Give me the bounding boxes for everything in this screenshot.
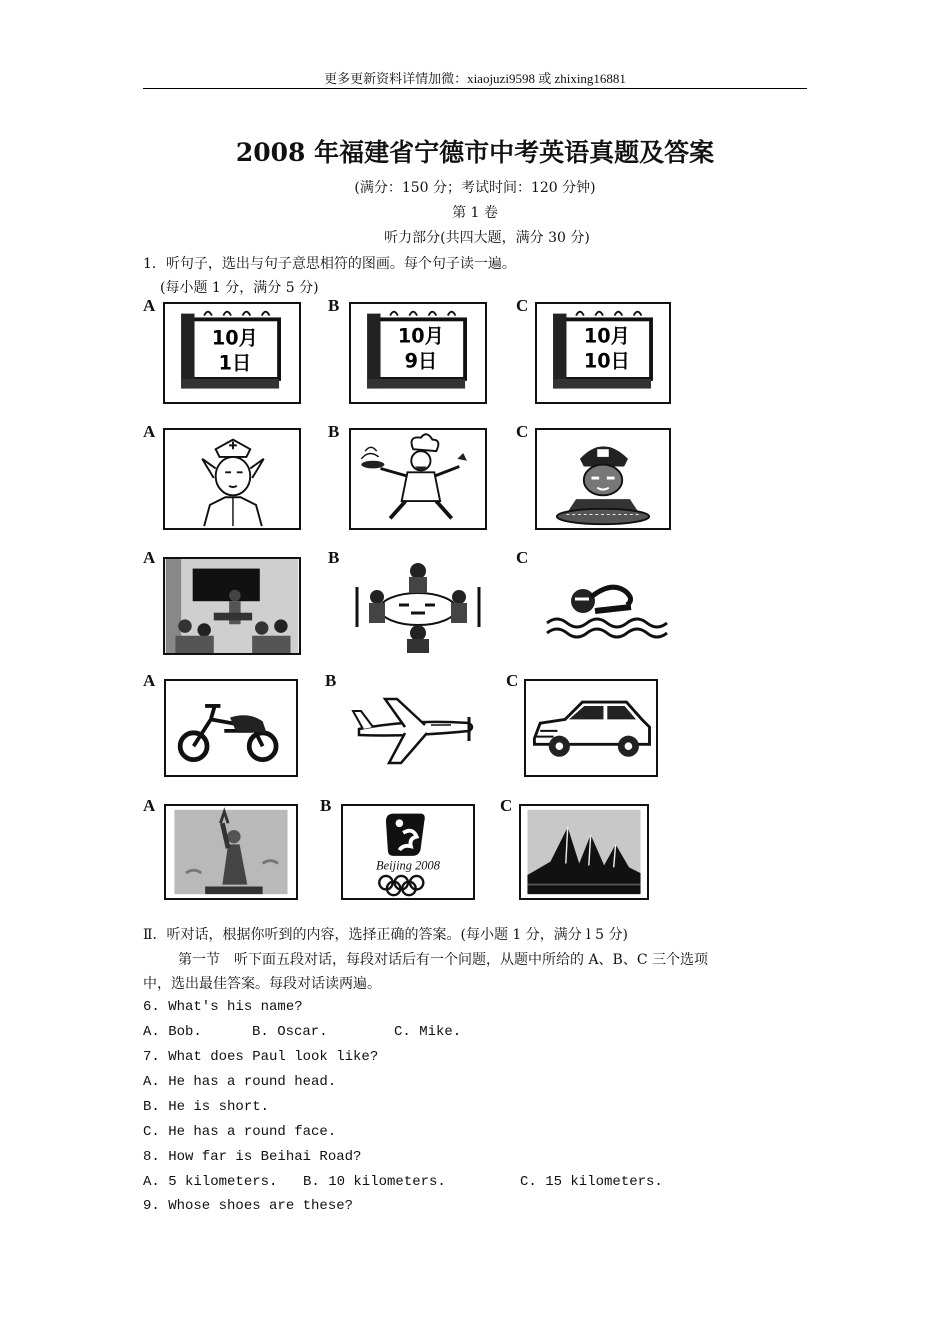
calendar-icon (351, 304, 485, 402)
calendar-day-a: 1日 (218, 351, 252, 375)
listening-header: 听力部分(共四大题，满分 30 分) (384, 230, 590, 246)
question-6: 6. What's his name? (143, 999, 303, 1015)
option-label-c: C (506, 671, 519, 690)
sydney-opera-house-picture (519, 804, 649, 900)
dinner-icon (349, 557, 487, 655)
police-icon (537, 430, 669, 528)
header-note: 更多更新资料详情加微：xiaojuzi9598 或 zhixing16881 (324, 71, 626, 86)
q8-option-c: C. 15 kilometers. (520, 1174, 663, 1190)
calendar-picture-a (163, 302, 301, 404)
nurse-icon (165, 430, 299, 528)
volume-label: 第 1 卷 (452, 205, 498, 221)
car-icon (526, 681, 656, 775)
section1-line1: 第一节 听下面五段对话，每段对话后有一个问题，从题中所给的 A、B、C 三个选项 (178, 952, 709, 968)
classroom-icon (165, 559, 299, 653)
option-label-c: C (516, 296, 529, 315)
calendar-icon (537, 304, 669, 402)
cook-picture (349, 428, 487, 530)
q7-option-b: B. He is short. (143, 1099, 270, 1115)
plane-picture (345, 679, 481, 777)
calendar-picture-b (349, 302, 487, 404)
option-label-a: A (143, 296, 156, 315)
question-9: 9. Whose shoes are these? (143, 1198, 354, 1214)
part2-instruction: Ⅱ．听对话，根据你听到的内容，选择正确的答案。(每小题 1 分，满分 l 5 分) (143, 927, 628, 943)
option-label-b: B (328, 422, 340, 441)
plane-icon (345, 679, 481, 777)
option-label-c: C (500, 796, 513, 815)
olympic-logo-icon (343, 806, 473, 898)
option-label-b: B (320, 796, 332, 815)
olympic-logo-text: Beijing 2008 (376, 858, 440, 873)
option-label-a: A (143, 548, 156, 567)
calendar-picture-c (535, 302, 671, 404)
option-label-a: A (143, 671, 156, 690)
police-picture (535, 428, 671, 530)
option-label-b: B (328, 548, 340, 567)
statue-of-liberty-icon (166, 806, 296, 898)
exam-info: (满分：150 分；考试时间：120 分钟) (354, 180, 596, 196)
q8-option-b: B. 10 kilometers. (303, 1174, 446, 1190)
car-picture (524, 679, 658, 777)
calendar-day-c: 10日 (583, 349, 630, 373)
calendar-month-a: 10月 (211, 326, 258, 350)
q6-option-a: A. Bob. (143, 1024, 202, 1040)
opera-house-icon (521, 806, 647, 898)
q7-option-a: A. He has a round head. (143, 1074, 337, 1090)
motorbike-icon (166, 681, 296, 775)
header-rule (143, 88, 807, 89)
question-8: 8. How far is Beihai Road? (143, 1149, 362, 1165)
calendar-icon (165, 304, 299, 402)
q6-option-b: B. Oscar. (252, 1024, 328, 1040)
q7-option-c: C. He has a round face. (143, 1124, 337, 1140)
option-label-c: C (516, 548, 529, 567)
q6-option-c: C. Mike. (394, 1024, 462, 1040)
calendar-month-b: 10月 (397, 324, 444, 348)
nurse-picture (163, 428, 301, 530)
question-7: 7. What does Paul look like? (143, 1049, 379, 1065)
calendar-day-b: 9日 (404, 349, 438, 373)
cook-icon (351, 430, 485, 528)
q8-option-a: A. 5 kilometers. (143, 1174, 278, 1190)
swimming-picture (535, 557, 671, 655)
option-label-a: A (143, 422, 156, 441)
swimmer-icon (535, 557, 671, 655)
option-label-a: A (143, 796, 156, 815)
dinner-picture (349, 557, 487, 655)
motorbike-picture (164, 679, 298, 777)
section1-line2: 中，选出最佳答案。每段对话读两遍。 (143, 976, 381, 992)
part1-instruction: 1．听句子，选出与句子意思相符的图画。每个句子读一遍。 (143, 256, 516, 272)
beijing-olympics-logo-picture (341, 804, 475, 900)
option-label-b: B (328, 296, 340, 315)
classroom-picture (163, 557, 301, 655)
calendar-month-c: 10月 (583, 324, 630, 348)
page-title: 2008 年福建省宁德市中考英语真题及答案 (235, 138, 715, 167)
part1-score: (每小题 1 分，满分 5 分) (160, 280, 319, 296)
statue-of-liberty-picture (164, 804, 298, 900)
option-label-b: B (325, 671, 337, 690)
option-label-c: C (516, 422, 529, 441)
